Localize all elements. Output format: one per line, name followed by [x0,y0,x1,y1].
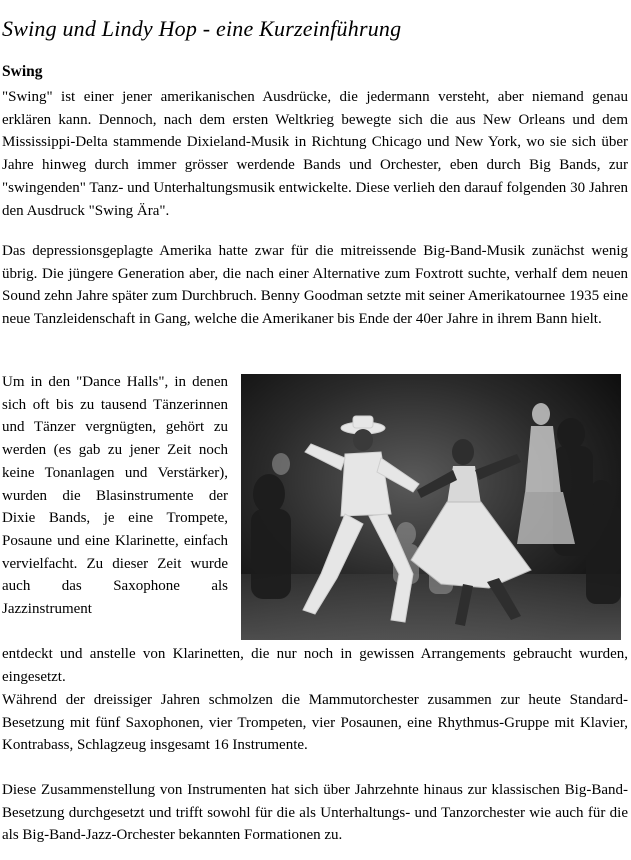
paragraph-classic-big-band: Diese Zusammenstellung von Instrumenten hat sich über Jahrzehnte hinaus zur klassischen Big-Band-Besetzung durchgesetzt und trifft sowohl für die als Unterhaltungs- und Tanzorchester wie auch für die als Big-Band-Jazz-Orchester bekannten Formationen zu. [2,782,628,844]
paragraph-depression-era: Das depressionsgeplagte Amerika hatte zwar für die mitreissende Big-Band-Musik zunächst wenig übrig. Die jüngere Generation aber, die nach einer Alternative zum Foxtrott suchte, verhalf dem neuen Sound zehn Jahre später zum Durchbruch. Benny Goodman setzte mit seiner Amerikatournee 1935 eine neue Tanzleidenschaft in Gang, welche die Amerikaner bis Ende der 40er Jahre in ihrem Bann hielt. [2,243,628,328]
paragraph-thirties-orchestras: Während der dreissiger Jahren schmolzen die Mammutorchester zusammen zur heute Standard-Besetzung mit fünf Saxophonen, vier Trompeten, vier Posaunen, eine Rhythmus-Gruppe mit Klavier, Kontrabass, Schlagzeug insgesamt 16 Instrumente. [2,692,628,754]
section-heading-swing: Swing [2,63,43,80]
paragraph-dance-halls: Um in den "Dance Halls", in denen sich oft bis zu tausend Tänzerinnen und Tänzer vergnügten, gehört zu werden (es gab zu jener Zeit noch keine Tonanlagen und Verstärker), wurden die Blasinstrumente der Dixie Bands, je eine Trompete, Posaune und eine Klarinette, einfach vervielfacht. Zu dieser Zeit wurde auch das Saxophone als Jazzinstrument [2,374,228,618]
dancing-couple-photo [241,374,621,640]
dancing-couple-photo-svg [241,374,621,640]
paragraph-dance-halls-continued: entdeckt und anstelle von Klarinetten, die nur noch in gewissen Arrangements gebraucht wurden, eingesetzt. [2,646,628,685]
document-title: Swing und Lindy Hop - eine Kurzeinführung [2,16,402,41]
paragraph-swing-origin: "Swing" ist einer jener amerikanischen Ausdrücke, die jedermann versteht, aber niemand genau erklären kann. Dennoch, nach dem ersten Weltkrieg bewegte sich die aus New Orleans und dem Mississippi-Delta stammende Dixieland-Musik in Richtung Chicago und New York, wo sie sich über Jahre hinweg durch immer grösser werdende Bands und Orchester, eben durch Big Bands, zur "swingenden" Tanz- und Unterhaltungsmusik entwickelte. Diese verlieh den darauf folgenden 30 Jahren den Ausdruck "Swing Ära". [2,89,628,219]
